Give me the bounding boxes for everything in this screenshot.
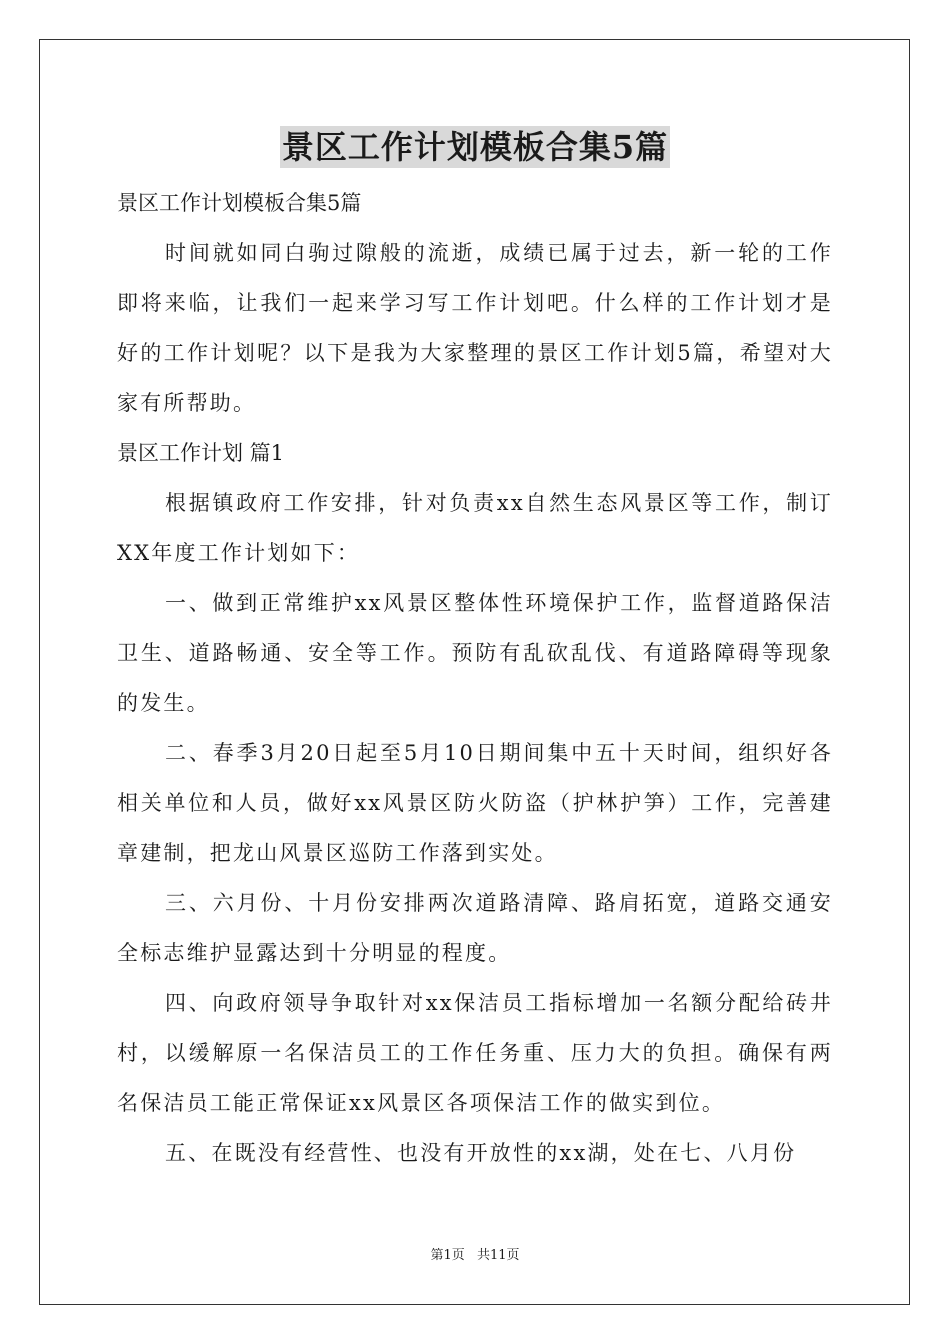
- section-heading: 景区工作计划 篇1: [117, 441, 285, 465]
- body-paragraph: 一、做到正常维护xx风景区整体性环境保护工作，监督道路保洁卫生、道路畅通、安全等工作。预防有乱砍乱伐、有道路障碍等现象的发生。: [117, 591, 833, 715]
- title-container: [0, 126, 950, 168]
- body-paragraph: 二、春季3月20日起至5月10日期间集中五十天时间，组织好各相关单位和人员，做好xx风景区防火防盗（护林护笋）工作，完善建章建制，把龙山风景区巡防工作落到实处。: [117, 741, 833, 865]
- body-paragraph: 五、在既没有经营性、也没有开放性的xx湖，处在七、八月份: [165, 1141, 797, 1165]
- body-paragraph: 根据镇政府工作安排，针对负责xx自然生态风景区等工作，制订XX年度工作计划如下：: [117, 491, 833, 565]
- page-footer: [0, 1246, 950, 1266]
- body-paragraph: 三、六月份、十月份安排两次道路清障、路肩拓宽，道路交通安全标志维护显露达到十分明显的程度。: [117, 891, 833, 965]
- page-number: 第1页: [430, 1248, 465, 1263]
- page-total: 共11页: [476, 1248, 520, 1263]
- intro-paragraph: 时间就如同白驹过隙般的流逝，成绩已属于过去，新一轮的工作即将来临，让我们一起来学习写工作计划吧。什么样的工作计划才是好的工作计划呢？以下是我为大家整理的景区工作计划5篇，希望对大家有所帮助。: [117, 241, 833, 415]
- document-body: [117, 178, 833, 1178]
- document-subtitle: 景区工作计划模板合集5篇: [117, 191, 362, 215]
- body-paragraph: 四、向政府领导争取针对xx保洁员工指标增加一名额分配给砖井村，以缓解原一名保洁员工的工作任务重、压力大的负担。确保有两名保洁员工能正常保证xx风景区各项保洁工作的做实到位。: [117, 991, 833, 1115]
- document-title: 景区工作计划模板合集5篇: [281, 128, 669, 166]
